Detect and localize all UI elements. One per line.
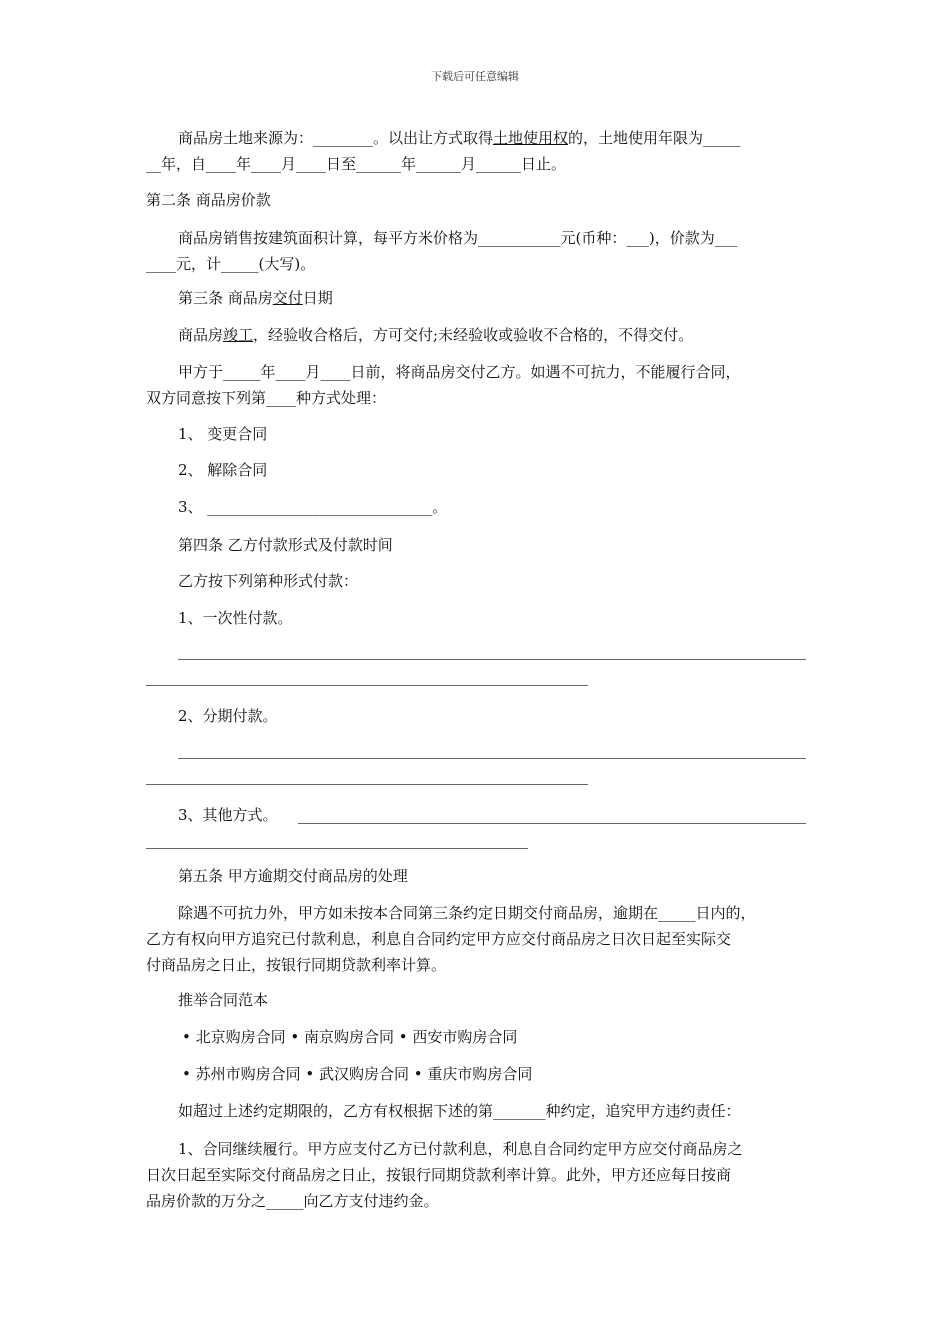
completion-line: 商品房竣工，经验收合格后，方可交付;未经验收或验收不合格的，不得交付。 (178, 326, 694, 344)
price-line-2: ____元，计_____(大写)。 (146, 255, 316, 273)
option-1: 1、 变更合同 (178, 425, 268, 443)
blank-line (146, 685, 588, 686)
land-source-line: 商品房土地来源为：________。以出让方式取得土地使用权的，土地使用年限为_____ (178, 129, 741, 147)
completion-link[interactable]: 竣工 (223, 326, 254, 344)
payment-option-2: 2、分期付款。 (178, 707, 278, 725)
option-2: 2、 解除合同 (178, 461, 268, 479)
delivery-date-line-2: 双方同意按下列第____种方式处理： (146, 389, 387, 407)
delivery-link[interactable]: 交付 (272, 289, 303, 307)
option-3: 3、 ______________________________。 (178, 498, 448, 516)
recommended-links-row-2[interactable]: • 苏州市购房合同 • 武汉购房合同 • 重庆市购房合同 (182, 1065, 533, 1083)
article-5-heading: 第五条 甲方逾期交付商品房的处理 (178, 867, 408, 885)
recommended-links-row-1[interactable]: • 北京购房合同 • 南京购房合同 • 西安市购房合同 (182, 1028, 518, 1046)
land-term-line: __年，自____年____月____日至______年______月______日止。 (146, 155, 567, 173)
payment-option-3: 3、其他方式。 (178, 806, 278, 824)
delay-line-3: 付商品房之日止，按银行同期贷款利率计算。 (146, 956, 447, 974)
overdue-line: 如超过上述约定期限的，乙方有权根据下述的第_______种约定，追究甲方违约责任： (178, 1102, 741, 1120)
delivery-date-line-1: 甲方于_____年____月____日前，将商品房交付乙方。如遇不可抗力，不能履行合同， (178, 363, 741, 381)
blank-line (178, 659, 806, 660)
page-header: 下载后可任意编辑 (431, 70, 519, 83)
payment-option-1: 1、一次性付款。 (178, 609, 293, 627)
payment-intro: 乙方按下列第种形式付款： (178, 572, 359, 590)
recommended-heading: 推举合同范本 (178, 991, 269, 1009)
land-use-right-link[interactable]: 土地使用权 (493, 129, 569, 147)
blank-line (146, 784, 588, 785)
blank-line (298, 823, 806, 824)
blank-line (146, 848, 528, 849)
blank-line (178, 758, 806, 759)
continue-line-2: 日次日起至实际交付商品房之日止，按银行同期贷款利率计算。此外，甲方还应每日按商 (146, 1166, 732, 1184)
article-3-heading: 第三条 商品房交付日期 (178, 289, 333, 307)
continue-line-1: 1、合同继续履行。甲方应支付乙方已付款利息，利息自合同约定甲方应交付商品房之 (178, 1140, 743, 1158)
article-4-heading: 第四条 乙方付款形式及付款时间 (178, 536, 393, 554)
continue-line-3: 品房价款的万分之_____向乙方支付违约金。 (146, 1192, 439, 1210)
delay-line-1: 除遇不可抗力外，甲方如未按本合同第三条约定日期交付商品房，逾期在_____日内的， (178, 904, 756, 922)
price-line-1: 商品房销售按建筑面积计算，每平方米价格为___________元(币种：___)，价款为___ (178, 229, 738, 247)
article-2-heading: 第二条 商品房价款 (146, 191, 271, 209)
delay-line-2: 乙方有权向甲方追究已付款利息，利息自合同约定甲方应交付商品房之日次日起至实际交 (146, 930, 732, 948)
